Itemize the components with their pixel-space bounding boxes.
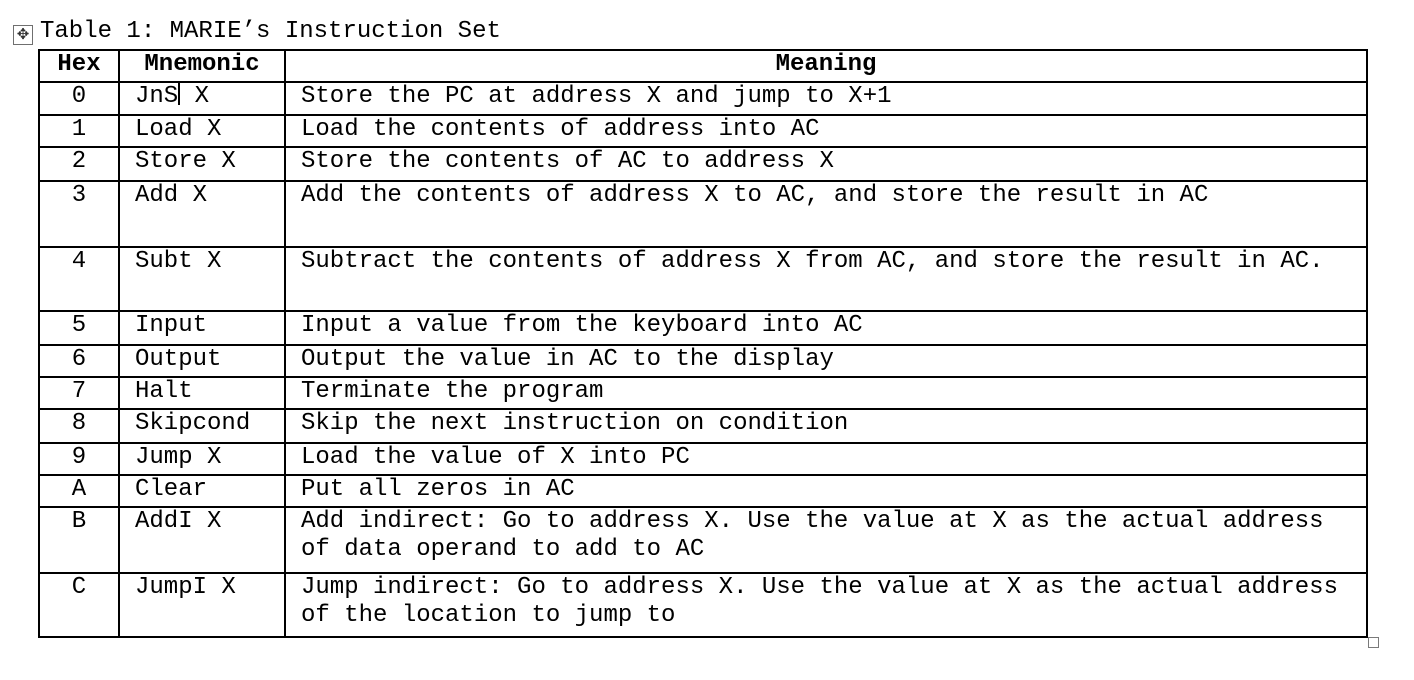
meaning-cell[interactable]: Output the value in AC to the display (285, 345, 1367, 377)
hex-cell[interactable]: 7 (39, 377, 119, 409)
table-row (39, 573, 1367, 637)
mnemonic-cell[interactable]: Jump X (119, 443, 285, 475)
mnemonic-cell[interactable]: Add X (119, 181, 285, 247)
mnemonic-cell[interactable]: AddI X (119, 507, 285, 573)
table-row (39, 115, 1367, 147)
table-row (39, 507, 1367, 573)
meaning-cell[interactable]: Input a value from the keyboard into AC (285, 311, 1367, 345)
hex-cell[interactable]: 1 (39, 115, 119, 147)
table-caption[interactable]: Table 1: MARIE’s Instruction Set (40, 18, 501, 45)
mnemonic-text-end: X (180, 83, 210, 110)
mnemonic-cell[interactable]: Halt (119, 377, 285, 409)
mnemonic-cell[interactable]: Load X (119, 115, 285, 147)
mnemonic-cell[interactable]: Store X (119, 147, 285, 181)
meaning-cell[interactable]: Store the PC at address X and jump to X+1 (285, 82, 1367, 115)
hex-cell[interactable]: 8 (39, 409, 119, 443)
header-hex[interactable]: Hex (39, 50, 119, 82)
meaning-cell[interactable]: Add indirect: Go to address X. Use the value at X as the actual address of data operand to add to AC (285, 507, 1367, 573)
meaning-cell[interactable]: Jump indirect: Go to address X. Use the value at X as the actual address of the location to jump to (285, 573, 1367, 637)
mnemonic-cell[interactable]: Input (119, 311, 285, 345)
meaning-cell[interactable]: Subtract the contents of address X from AC, and store the result in AC. (285, 247, 1367, 311)
hex-cell[interactable]: A (39, 475, 119, 507)
mnemonic-cell[interactable]: Clear (119, 475, 285, 507)
table-row (39, 82, 1367, 115)
table-row (39, 311, 1367, 345)
hex-cell[interactable]: 0 (39, 82, 119, 115)
hex-cell[interactable]: 5 (39, 311, 119, 345)
table-resize-handle-icon[interactable] (1368, 637, 1379, 648)
table-row (39, 345, 1367, 377)
table-row (39, 409, 1367, 443)
table-row (39, 181, 1367, 247)
header-mnemonic[interactable]: Mnemonic (119, 50, 285, 82)
table-header-row (39, 50, 1367, 82)
hex-cell[interactable]: 2 (39, 147, 119, 181)
meaning-cell[interactable]: Terminate the program (285, 377, 1367, 409)
meaning-cell[interactable]: Put all zeros in AC (285, 475, 1367, 507)
table-row (39, 147, 1367, 181)
hex-cell[interactable]: 9 (39, 443, 119, 475)
mnemonic-text-start: JnS (135, 83, 179, 110)
mnemonic-cell[interactable]: Subt X (119, 247, 285, 311)
mnemonic-cell[interactable]: Skipcond (119, 409, 285, 443)
table-row (39, 377, 1367, 409)
meaning-cell[interactable]: Load the contents of address into AC (285, 115, 1367, 147)
hex-cell[interactable]: C (39, 573, 119, 637)
table-move-handle-icon[interactable]: ✥ (13, 25, 33, 45)
meaning-cell[interactable]: Store the contents of AC to address X (285, 147, 1367, 181)
meaning-cell[interactable]: Add the contents of address X to AC, and store the result in AC (285, 181, 1367, 247)
mnemonic-cell[interactable]: JumpI X (119, 573, 285, 637)
instruction-table-container (38, 49, 1368, 638)
hex-cell[interactable]: B (39, 507, 119, 573)
meaning-cell[interactable]: Load the value of X into PC (285, 443, 1367, 475)
hex-cell[interactable]: 6 (39, 345, 119, 377)
instruction-table (38, 49, 1368, 638)
table-row (39, 475, 1367, 507)
hex-cell[interactable]: 4 (39, 247, 119, 311)
mnemonic-cell[interactable]: Output (119, 345, 285, 377)
meaning-cell[interactable]: Skip the next instruction on condition (285, 409, 1367, 443)
hex-cell[interactable]: 3 (39, 181, 119, 247)
header-meaning[interactable]: Meaning (285, 50, 1367, 82)
table-row (39, 443, 1367, 475)
mnemonic-cell[interactable] (119, 82, 285, 115)
table-row (39, 247, 1367, 311)
